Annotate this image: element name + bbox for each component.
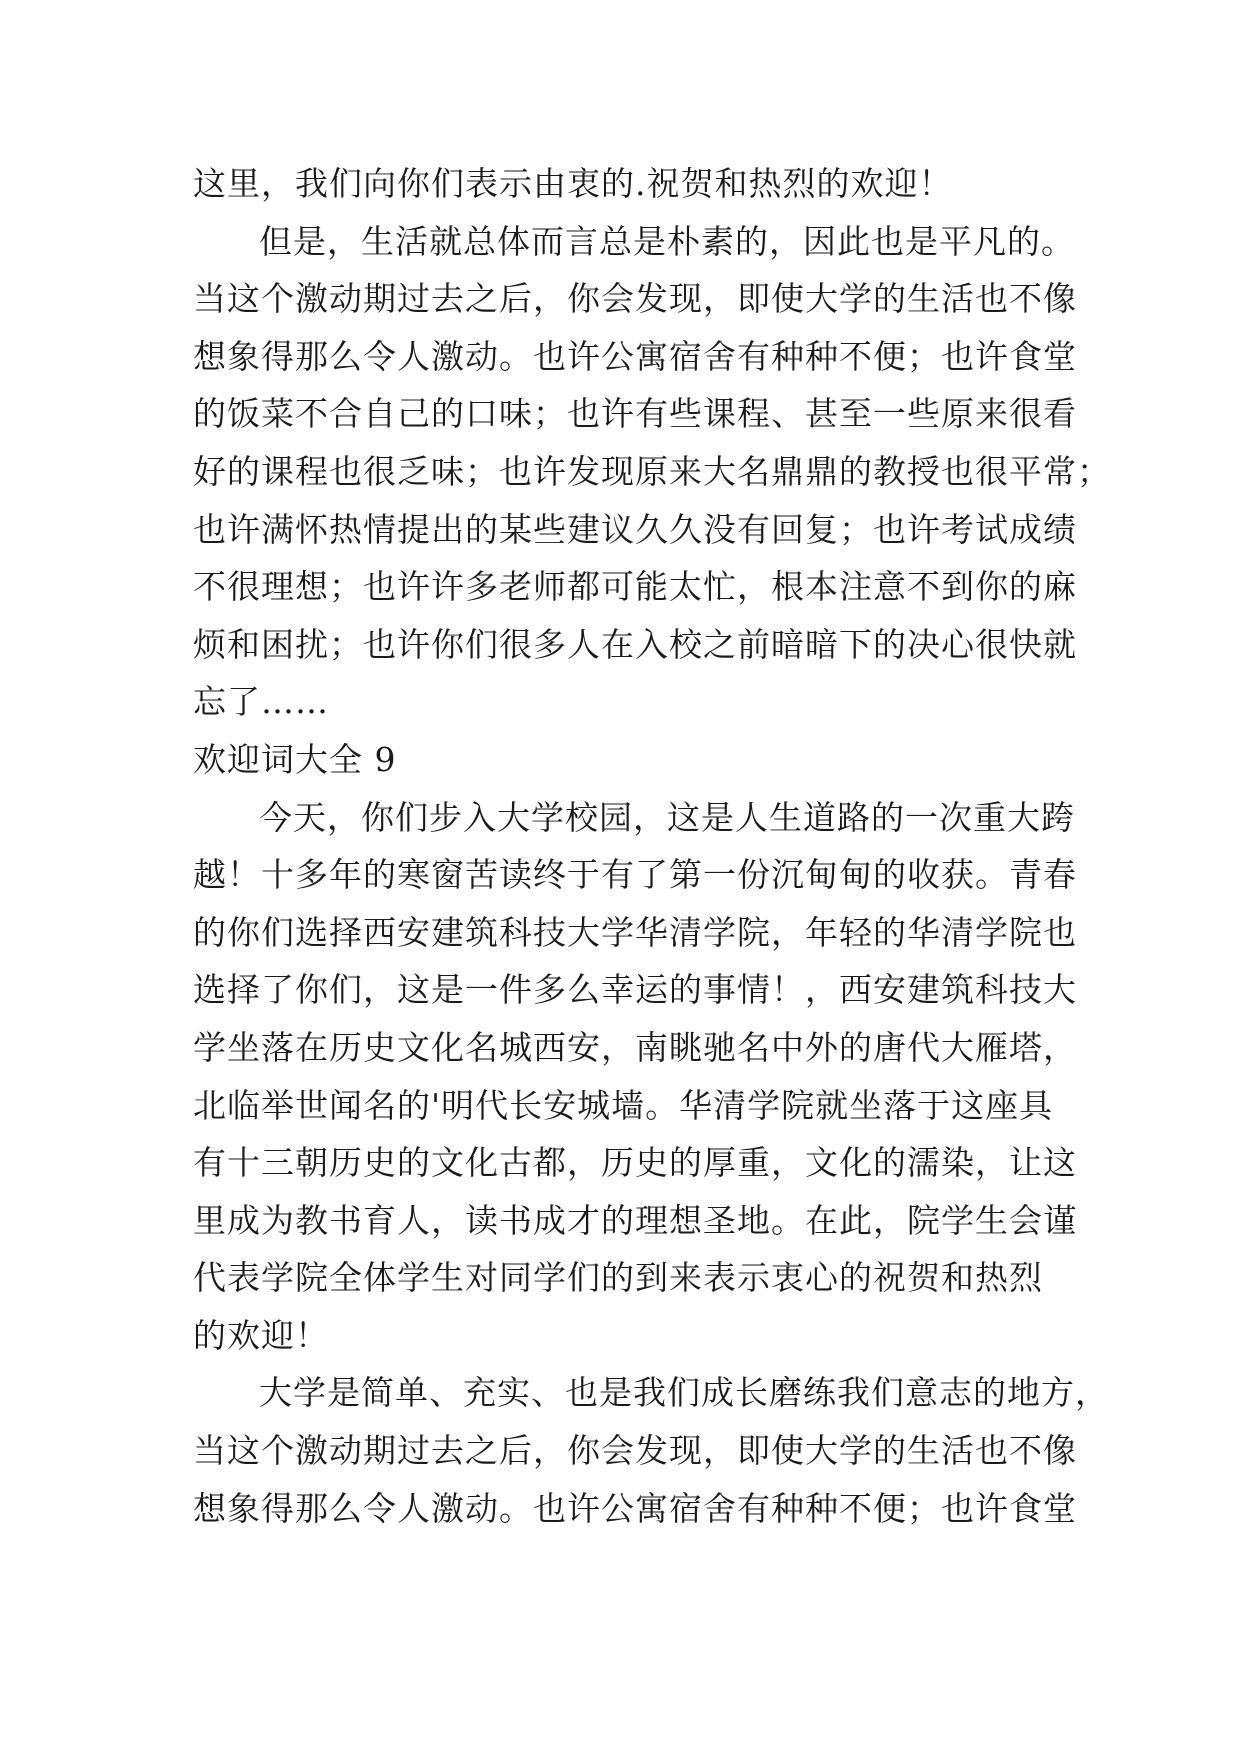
document-body <box>193 155 1111 1537</box>
text-line: 的欢迎！ <box>193 1315 329 1355</box>
text-line: 选择了你们，这是一件多么幸运的事情！，西安建筑科技大 <box>193 970 1077 1010</box>
text-line: 不很理想；也许许多老师都可能太忙，根本注意不到你的麻 <box>193 567 1077 607</box>
text-line: 里成为教书育人，读书成才的理想圣地。在此，院学生会谨 <box>193 1200 1077 1240</box>
text-line: 想象得那么令人激动。也许公寓宿舍有种种不便；也许食堂 <box>193 1488 1077 1528</box>
text-line: 代表学院全体学生对同学们的到来表示衷心的祝贺和热烈 <box>193 1258 1043 1298</box>
paragraph-first-line: 今天，你们步入大学校园，这是人生道路的一次重大跨 <box>259 797 1075 837</box>
text-line: 越！十多年的寒窗苦读终于有了第一份沉甸甸的收获。青春 <box>193 855 1077 895</box>
text-line: 的你们选择西安建筑科技大学华清学院，年轻的华清学院也 <box>193 912 1077 952</box>
text-line: 忘了…… <box>193 682 329 722</box>
text-line: 好的课程也很乏味；也许发现原来大名鼎鼎的教授也很平常； <box>193 451 1111 491</box>
text-line: 想象得那么令人激动。也许公寓宿舍有种种不便；也许食堂 <box>193 336 1077 376</box>
paragraph-first-line: 大学是简单、充实、也是我们成长磨练我们意志的地方， <box>259 1373 1109 1413</box>
text-line: 烦和困扰；也许你们很多人在入校之前暗暗下的决心很快就 <box>193 624 1077 664</box>
text-line: 欢迎词大全 9 <box>193 739 397 779</box>
text-line: 当这个激动期过去之后，你会发现，即使大学的生活也不像 <box>193 1431 1077 1471</box>
text-line: 这里，我们向你们表示由衷的.祝贺和热烈的欢迎！ <box>193 164 953 203</box>
text-line: 有十三朝历史的文化古都，历史的厚重，文化的濡染，让这 <box>193 1143 1077 1183</box>
text-line: 的饭菜不合自己的口味；也许有些课程、甚至一些原来很看 <box>193 394 1077 434</box>
text-line: 学坐落在历史文化名城西安，南眺驰名中外的唐代大雁塔， <box>193 1027 1077 1067</box>
text-line: 当这个激动期过去之后，你会发现，即使大学的生活也不像 <box>193 279 1077 319</box>
paragraph-first-line: 但是，生活就总体而言总是朴素的，因此也是平凡的。 <box>259 221 1075 261</box>
text-line: 北临举世闻名的'明代长安城墙。华清学院就坐落于这座具 <box>193 1085 1054 1125</box>
text-line: 也许满怀热情提出的某些建议久久没有回复；也许考试成绩 <box>193 509 1077 549</box>
